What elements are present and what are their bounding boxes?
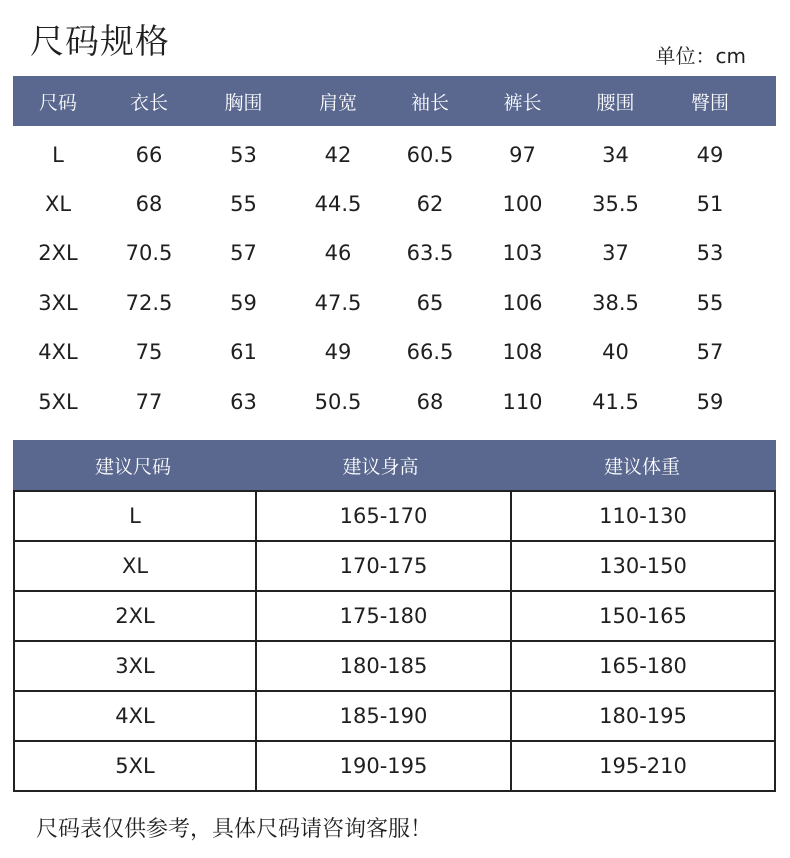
page-title: 尺码规格 <box>30 22 170 62</box>
header-cell: 臀围 <box>690 91 729 114</box>
table-cell: 61 <box>230 340 257 365</box>
table-cell: 63 <box>230 389 257 414</box>
table-cell: 38.5 <box>592 290 639 315</box>
table-cell: 51 <box>696 192 724 217</box>
table-cell: 103 <box>502 241 543 266</box>
footer-note: 尺码表仅供参考，具体尺码请咨询客服！ <box>36 817 433 842</box>
table-row <box>15 742 774 792</box>
table-cell: 49 <box>324 340 352 365</box>
table-cell: 41.5 <box>592 389 639 414</box>
table-cell: 55 <box>230 192 257 217</box>
table-cell: 5XL <box>115 754 155 778</box>
table-cell: 66.5 <box>406 340 454 365</box>
table-row <box>15 592 774 642</box>
size-spec-table-header <box>13 76 776 126</box>
table-cell: 110 <box>502 389 543 414</box>
header-cell: 建议体重 <box>603 455 680 478</box>
table-cell: 2XL <box>115 604 155 628</box>
table-cell: 34 <box>602 142 629 167</box>
header-cell: 肩宽 <box>318 91 357 114</box>
table-cell: 57 <box>696 340 724 365</box>
recommend-table-header <box>13 440 776 490</box>
table-cell: 40 <box>602 340 629 365</box>
table-cell: 60.5 <box>406 142 454 167</box>
table-row <box>13 328 776 377</box>
header-cell: 胸围 <box>224 91 263 114</box>
table-row <box>13 229 776 278</box>
table-cell: 106 <box>502 290 543 315</box>
table-row <box>13 130 776 179</box>
table-cell: 165-170 <box>255 492 510 540</box>
table-cell: 70.5 <box>125 241 173 266</box>
table-cell: 4XL <box>38 340 78 365</box>
table-cell: 150-165 <box>510 592 774 640</box>
table-cell: 75 <box>135 340 163 365</box>
table-cell: 110-130 <box>510 492 774 540</box>
recommend-table <box>13 440 776 792</box>
table-cell: 180-195 <box>510 692 774 740</box>
header-cell: 腰围 <box>596 91 635 114</box>
table-cell: 3XL <box>115 654 155 678</box>
table-cell: 66 <box>135 142 163 167</box>
table-cell: 180-185 <box>255 642 510 690</box>
table-cell: XL <box>44 192 72 217</box>
table-row <box>15 642 774 692</box>
table-cell: 97 <box>509 142 536 167</box>
recommend-table-body <box>13 490 776 792</box>
table-cell: 62 <box>416 192 444 217</box>
size-spec-table <box>13 76 776 426</box>
table-cell: 3XL <box>38 290 78 315</box>
table-row <box>15 542 774 592</box>
unit-label: 单位：cm <box>655 44 746 68</box>
header-cell: 袖长 <box>410 91 449 114</box>
table-cell: 42 <box>324 142 352 167</box>
table-cell: 65 <box>416 290 444 315</box>
table-cell: 170-175 <box>255 542 510 590</box>
table-cell: XL <box>121 554 149 578</box>
table-cell: 68 <box>135 192 163 217</box>
table-cell: 72.5 <box>125 290 173 315</box>
table-cell: 59 <box>696 389 724 414</box>
table-cell: 108 <box>502 340 543 365</box>
header-cell: 衣长 <box>129 91 168 114</box>
table-cell: 63.5 <box>406 241 454 266</box>
size-spec-table-body <box>13 130 776 426</box>
table-cell: 195-210 <box>510 742 774 790</box>
table-cell: 53 <box>230 142 257 167</box>
table-row <box>15 490 774 542</box>
table-row <box>13 179 776 228</box>
header-cell: 裤长 <box>503 91 542 114</box>
table-cell: 50.5 <box>314 389 362 414</box>
table-cell: 37 <box>602 241 629 266</box>
table-cell: L <box>52 142 64 167</box>
table-cell: 55 <box>696 290 724 315</box>
table-row <box>13 377 776 426</box>
table-cell: 68 <box>416 389 444 414</box>
table-cell: 175-180 <box>255 592 510 640</box>
table-cell: 4XL <box>115 704 155 728</box>
table-cell: 185-190 <box>255 692 510 740</box>
table-cell: 35.5 <box>592 192 639 217</box>
header-cell: 建议身高 <box>342 455 419 478</box>
table-cell: 59 <box>230 290 257 315</box>
table-cell: 47.5 <box>314 290 362 315</box>
table-cell: 44.5 <box>314 192 362 217</box>
table-cell: 77 <box>135 389 163 414</box>
table-cell: 5XL <box>38 389 78 414</box>
table-cell: 100 <box>502 192 543 217</box>
header-cell: 尺码 <box>38 91 77 114</box>
table-cell: 130-150 <box>510 542 774 590</box>
table-row <box>13 278 776 327</box>
table-cell: 57 <box>230 241 257 266</box>
table-cell: 49 <box>696 142 724 167</box>
table-cell: 46 <box>324 241 352 266</box>
table-cell: L <box>129 504 141 528</box>
table-cell: 190-195 <box>255 742 510 790</box>
header-cell: 建议尺码 <box>94 455 171 478</box>
table-cell: 165-180 <box>510 642 774 690</box>
table-row <box>15 692 774 742</box>
table-cell: 53 <box>696 241 724 266</box>
table-cell: 2XL <box>38 241 78 266</box>
